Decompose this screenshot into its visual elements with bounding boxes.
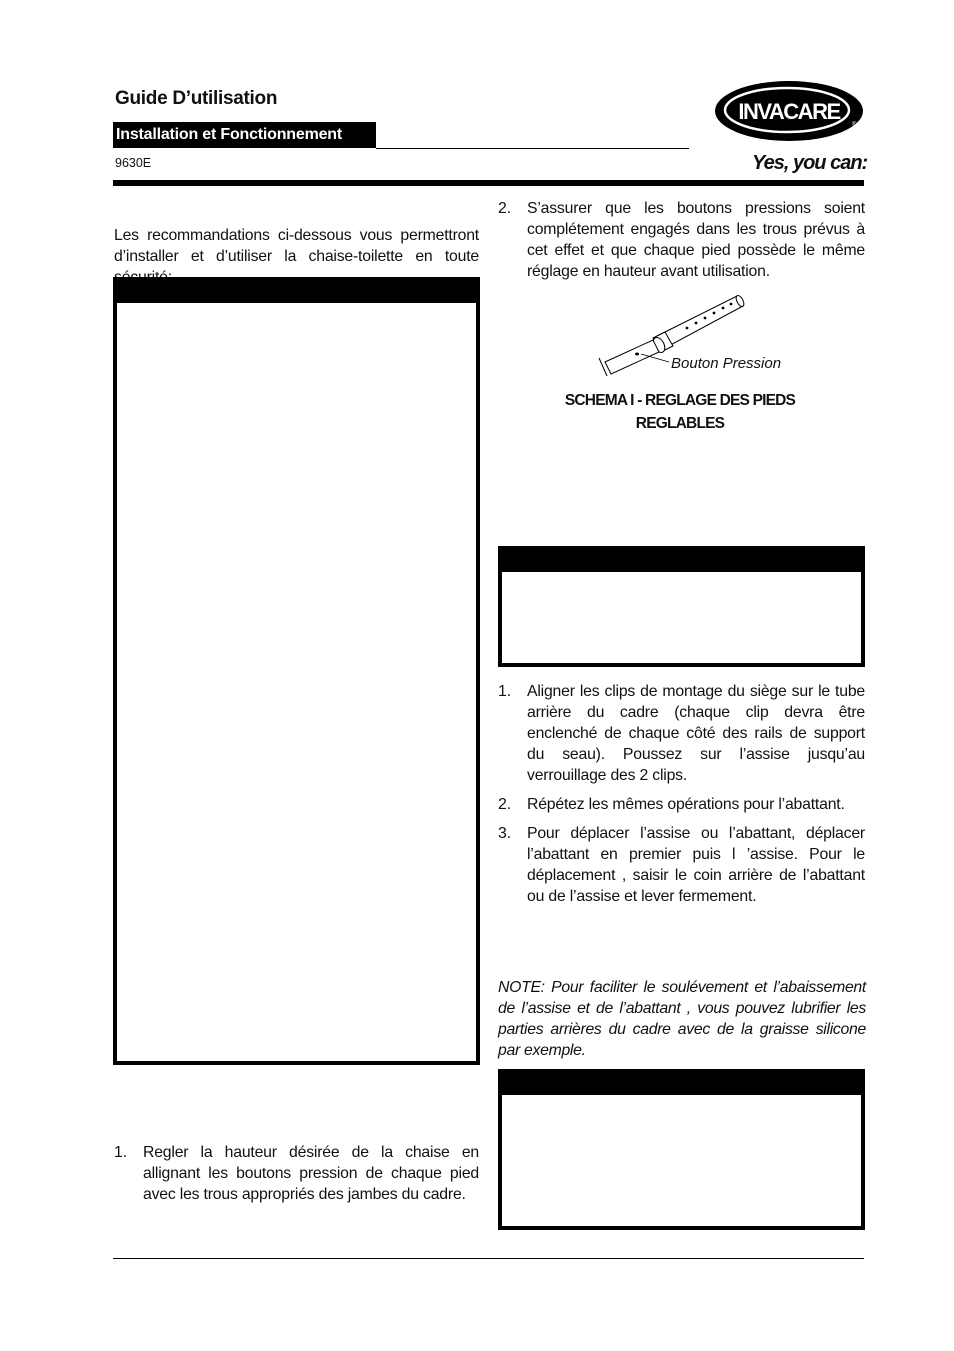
note-text: NOTE: Pour faciliter le soulévement et l’abaissement de l’assise et de l’abattant , vous pouvez lubrifier les parties arrières du cadre avec de la graisse silicone par exemple.	[498, 979, 866, 1059]
list-item	[498, 823, 865, 907]
list-number: 2.	[498, 200, 512, 217]
figure-label: Bouton Pression	[671, 355, 782, 372]
model-number: 9630E	[115, 156, 152, 170]
list-item	[114, 1142, 479, 1205]
list-text: Répétez les mêmes opérations pour l’abattant.	[527, 796, 845, 813]
invacare-logo	[713, 78, 865, 144]
list-text: Aligner les clips de montage du siège sur le tube arrière du cadre (chaque clip devra être enclenché de chaque côté des rails de support du seau). Poussez sur l’assise jusqu’au verrouillage des 2 clips.	[527, 683, 865, 784]
list-number: 2.	[498, 796, 512, 813]
list-text: S’assurer que les boutons pressions soient complétement engagés dans les trous prévus à cet effet et que chaque pied possède le même réglage en hauteur avant utilisation.	[527, 200, 865, 280]
footer-rule	[113, 1258, 864, 1259]
list-item	[498, 681, 865, 786]
list-text: Regler la hauteur désirée de la chaise en allignant les boutons pression de chaque pied avec les trous appropriés des jambes du cadre.	[143, 1144, 479, 1203]
list-item	[498, 198, 865, 282]
warning-box-left	[113, 277, 480, 1065]
page-title: Guide D’utilisation	[115, 88, 278, 109]
svg-text:INVACARE: INVACARE	[738, 99, 840, 124]
list-number: 1.	[498, 683, 512, 700]
list-number: 3.	[498, 825, 512, 842]
list-item	[498, 794, 865, 815]
section-title: Installation et Fonctionnement	[113, 122, 376, 148]
subtitle-rule	[376, 148, 689, 149]
warning-box-right-top	[498, 546, 865, 667]
warning-box-right-bottom	[498, 1069, 865, 1230]
slogan: Yes, you can:	[752, 152, 868, 174]
svg-text:®: ®	[852, 122, 857, 128]
header-rule	[113, 180, 864, 186]
list-text: Pour déplacer l’assise ou l’abattant, déplacer l’abattant en premier puis l ’assise. Pour le déplacement , saisir le coin arrière de l’abattant ou de l’assise et lever fermement.	[527, 825, 865, 905]
intro-text: Les recommandations ci-dessous vous permettront d’installer et d’utiliser la chaise-toilette en toute	[114, 227, 479, 265]
figure-caption: SCHEMA I - REGLAGE DES PIEDS REGLABLES	[564, 392, 796, 432]
list-number: 1.	[114, 1144, 128, 1161]
